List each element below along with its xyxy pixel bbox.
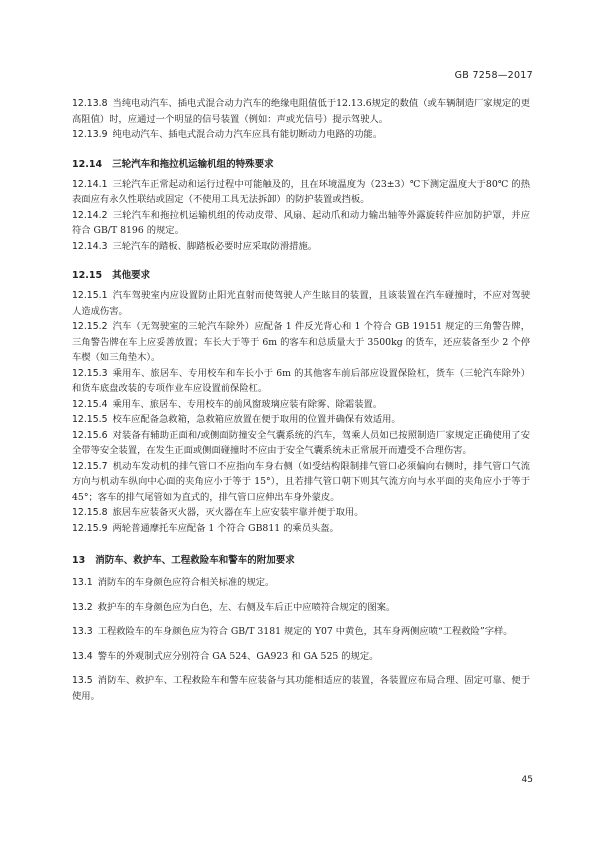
clause-text: 消防车的车身颜色应符合相关标准的规定。 [97,577,275,588]
section-heading: 13 消防车、救护车、工程救险车和警车的附加要求 [72,555,295,566]
standard-code: GB 7258—2017 [454,70,533,81]
clause-number: 13.2 [72,601,93,613]
clause-text: 救护车的车身颜色应为白色，左、右侧及车后正中应喷符合规定的图案。 [97,601,396,613]
page-number: 45 [521,775,533,785]
block [72,649,530,665]
block [72,288,530,319]
block [72,177,530,208]
block [72,673,530,704]
block [72,397,530,413]
clause-number: 12.15.8 [72,507,108,518]
clause-number: 12.15.2 [72,321,108,332]
block [72,127,530,143]
clause-number: 12.15.3 [72,367,108,379]
block [72,521,530,537]
clause-number: 12.15.5 [72,414,108,425]
clause-number: 12.15.7 [72,460,108,472]
clause-text: 工程救险车的车身颜色应为符合 GB/T 3181 规定的 Y07 中黄色，其车身两侧应喷“工程救险”字样。 [97,626,513,637]
clause-number: 13.3 [72,626,93,637]
clause-text: 消防车、救护车、工程救险车和警车应装备与其功能相适应的装置，各装置应布局合理、固定可靠、便于使用。 [72,675,530,702]
block [72,575,530,591]
clause-number: 12.13.9 [72,129,108,140]
clause-text: 旅居车应装备灭火器，灭火器在车上应安装牢靠并便于取用。 [112,507,364,518]
clause-number: 13.1 [72,577,93,588]
clause-number: 12.14.3 [72,240,108,252]
block [72,459,530,506]
block [72,600,530,616]
clause-text: 汽车（无驾驶室的三轮汽车除外）应配备 1 件反光背心和 1 个符合 GB 19151 规定的三角警告牌，三角警告牌在车上应妥善放置；车长大于等于 6m 的客车和总质量大于 3500kg 的货车，还应装备至少 2 个停车楔（如三角垫木）。 [72,321,530,363]
block [72,428,530,459]
clause-text: 汽车驾驶室内应设置防止阳光直射而使驾驶人产生眩目的装置，且该装置在汽车碰撞时，不应对驾驶人造成伤害。 [72,290,530,317]
block [72,208,530,239]
block [72,239,530,255]
section-heading: 12.14 三轮汽车和拖拉机运输机组的特殊要求 [72,158,274,170]
clause-number: 12.15.6 [72,429,108,441]
block [72,505,530,521]
clause-text: 机动车发动机的排气管口不应指向车身右侧（如受结构限制排气管口必须偏向右侧时，排气管口气流方向与机动车纵向中心面的夹角应小于等于 15°），且若排气管口朝下则其气流方向与水平面的夹角应小于等于 45°；客车的排气尾管如为直式的，排气管口应伸出车身外蒙皮。 [72,460,530,503]
block [72,412,530,428]
clause-number: 12.15.9 [72,522,108,534]
block [72,319,530,366]
clause-text: 对装备有辅助正面和/或侧面防撞安全气囊系统的汽车，驾乘人员如已按照制造厂家规定正确使用了安全带等安全装置，在发生正面或侧面碰撞时不应由于安全气囊系统未正常展开而遭受不合理伤害。 [72,429,530,456]
clause-text: 纯电动汽车、插电式混合动力汽车应具有能切断动力电路的功能。 [112,129,383,140]
clause-text: 校车应配备急救箱，急救箱应放置在便于取用的位置并确保有效适用。 [112,414,401,425]
clause-text: 三轮汽车和拖拉机运输机组的传动皮带、风扇、起动爪和动力输出轴等外露旋转件应加防护罩，并应符合 GB/T 8196 的规定。 [72,209,530,236]
clause-number: 12.14.2 [72,209,108,221]
block [72,624,530,640]
section-heading: 12.15 其他要求 [72,270,151,281]
block [72,96,530,127]
clause-text: 三轮汽车正常起动和运行过程中可能触及的，且在环境温度为（23±3）℃下测定温度大于80℃ 的热表面应有永久性联结或固定（不使用工具无法拆卸）的防护装置或挡板。 [72,178,530,205]
clause-number: 12.13.8 [72,98,108,109]
clause-text: 三轮汽车的踏板、脚踏板必要时应采取防滑措施。 [112,240,318,252]
clause-text: 两轮普通摩托车应配备 1 个符合 GB811 的乘员头盔。 [112,522,339,534]
document-body [72,96,530,704]
block [72,366,530,397]
clause-text: 乘用车、旅居车、专用校车的前风窗玻璃应装有除雾、除霜装置。 [112,398,383,410]
clause-number: 13.5 [72,675,93,686]
clause-number: 13.4 [72,650,93,662]
clause-number: 12.15.4 [72,398,108,410]
clause-number: 12.15.1 [72,290,108,301]
clause-text: 警车的外观制式应分别符合 GA 524、GA923 和 GA 525 的规定。 [97,650,379,662]
clause-number: 12.14.1 [72,178,108,190]
clause-text: 当纯电动汽车、插电式混合动力汽车的绝缘电阻值低于12.13.6规定的数值（或车辆制造厂家规定的更高阻值）时，应通过一个明显的信号装置（例如：声或光信号）提示驾驶人。 [72,98,530,125]
clause-text: 乘用车、旅居车、专用校车和车长小于 6m 的其他客车前后部应设置保险杠，货车（三轮汽车除外）和货车底盘改装的专项作业车应设置前保险杠。 [72,367,530,394]
